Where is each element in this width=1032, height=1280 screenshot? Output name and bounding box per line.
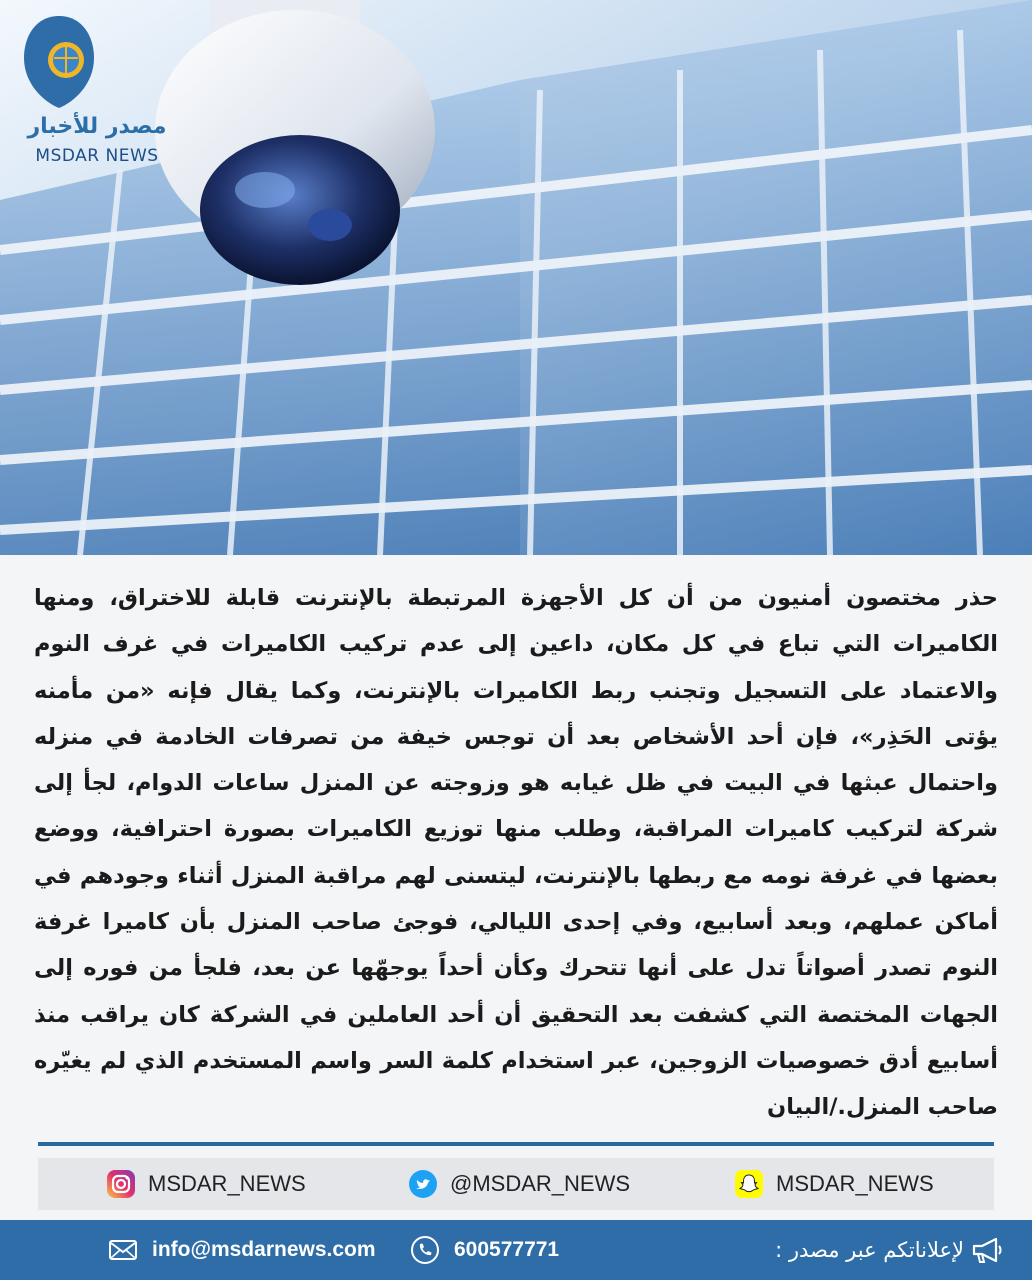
megaphone-icon: [970, 1235, 1004, 1265]
instagram-icon: [106, 1169, 136, 1199]
email-link[interactable]: [108, 1220, 376, 1280]
contact-bar: [0, 1220, 1032, 1280]
snapchat-link[interactable]: [734, 1158, 934, 1210]
snapchat-handle: MSDAR_NEWS: [776, 1171, 934, 1196]
mail-icon: [108, 1235, 138, 1265]
instagram-handle: MSDAR_NEWS: [148, 1171, 306, 1196]
twitter-handle: @MSDAR_NEWS: [450, 1171, 631, 1196]
brand-name-arabic: مصدر للأخبار: [27, 114, 167, 139]
social-bar: [38, 1158, 994, 1210]
brand-logo: [22, 14, 172, 174]
divider: [38, 1142, 994, 1146]
article-text: حذر مختصون أمنيون من أن كل الأجهزة المرتبطة بالإنترنت قابلة للاختراق، ومنها الكاميرات التي تباع في كل مكان، داعين إلى عدم تركيب الكاميرات في غرف النوم والاعتماد على التسجيل وتجنب ربط الكاميرات بالإنترنت، وكما يقال فإنه «من مأمنه يؤتى الحَذِر»، فإن أحد الأشخاص بعد أن توجس خيفة من تصرفات الخادمة في منزله واحتمال عبثها في البيت في ظل غيابه هو وزوجته عن المنزل ساعات الدوام، لجأ إلى شركة لتركيب كاميرات المراقبة، وطلب منها توزيع الكاميرات بصورة احترافية، ووضع بعضها في غرفة نومه مع ربطها بالإنترنت، ليتسنى لهم مراقبة المنزل أثناء وجودهم في أماكن عملهم، وبعد أسابيع، وفي إحدى الليالي، فوجئ صاحب المنزل بأن كاميرا غرفة النوم تصدر أصواتاً تدل على أنها تتحرك وكأن أحداً يوجهّها عن بعد، فلجأ من فوره إلى الجهات المختصة التي كشفت بعد التحقيق أن أحد العاملين في الشركة كان يراقب منذ أسابيع أدق خصوصيات الزوجين، عبر استخدام كلمة السر واسم المستخدم الذي لم يغيّره صاحب المنزل./البيان: [34, 585, 998, 1121]
snapchat-icon: [734, 1169, 764, 1199]
phone-number: 600577771: [454, 1238, 560, 1261]
phone-link[interactable]: [410, 1220, 559, 1280]
phone-icon: [410, 1235, 440, 1265]
twitter-icon: [408, 1169, 438, 1199]
hero-image: [0, 0, 1032, 555]
brand-name-english: MSDAR NEWS: [35, 146, 159, 166]
logo-mark-icon: [22, 14, 96, 110]
ads-label: لإعلاناتكم عبر مصدر :: [775, 1238, 964, 1262]
twitter-link[interactable]: [408, 1158, 630, 1210]
email-address: info@msdarnews.com: [152, 1238, 376, 1261]
instagram-link[interactable]: [106, 1158, 306, 1210]
